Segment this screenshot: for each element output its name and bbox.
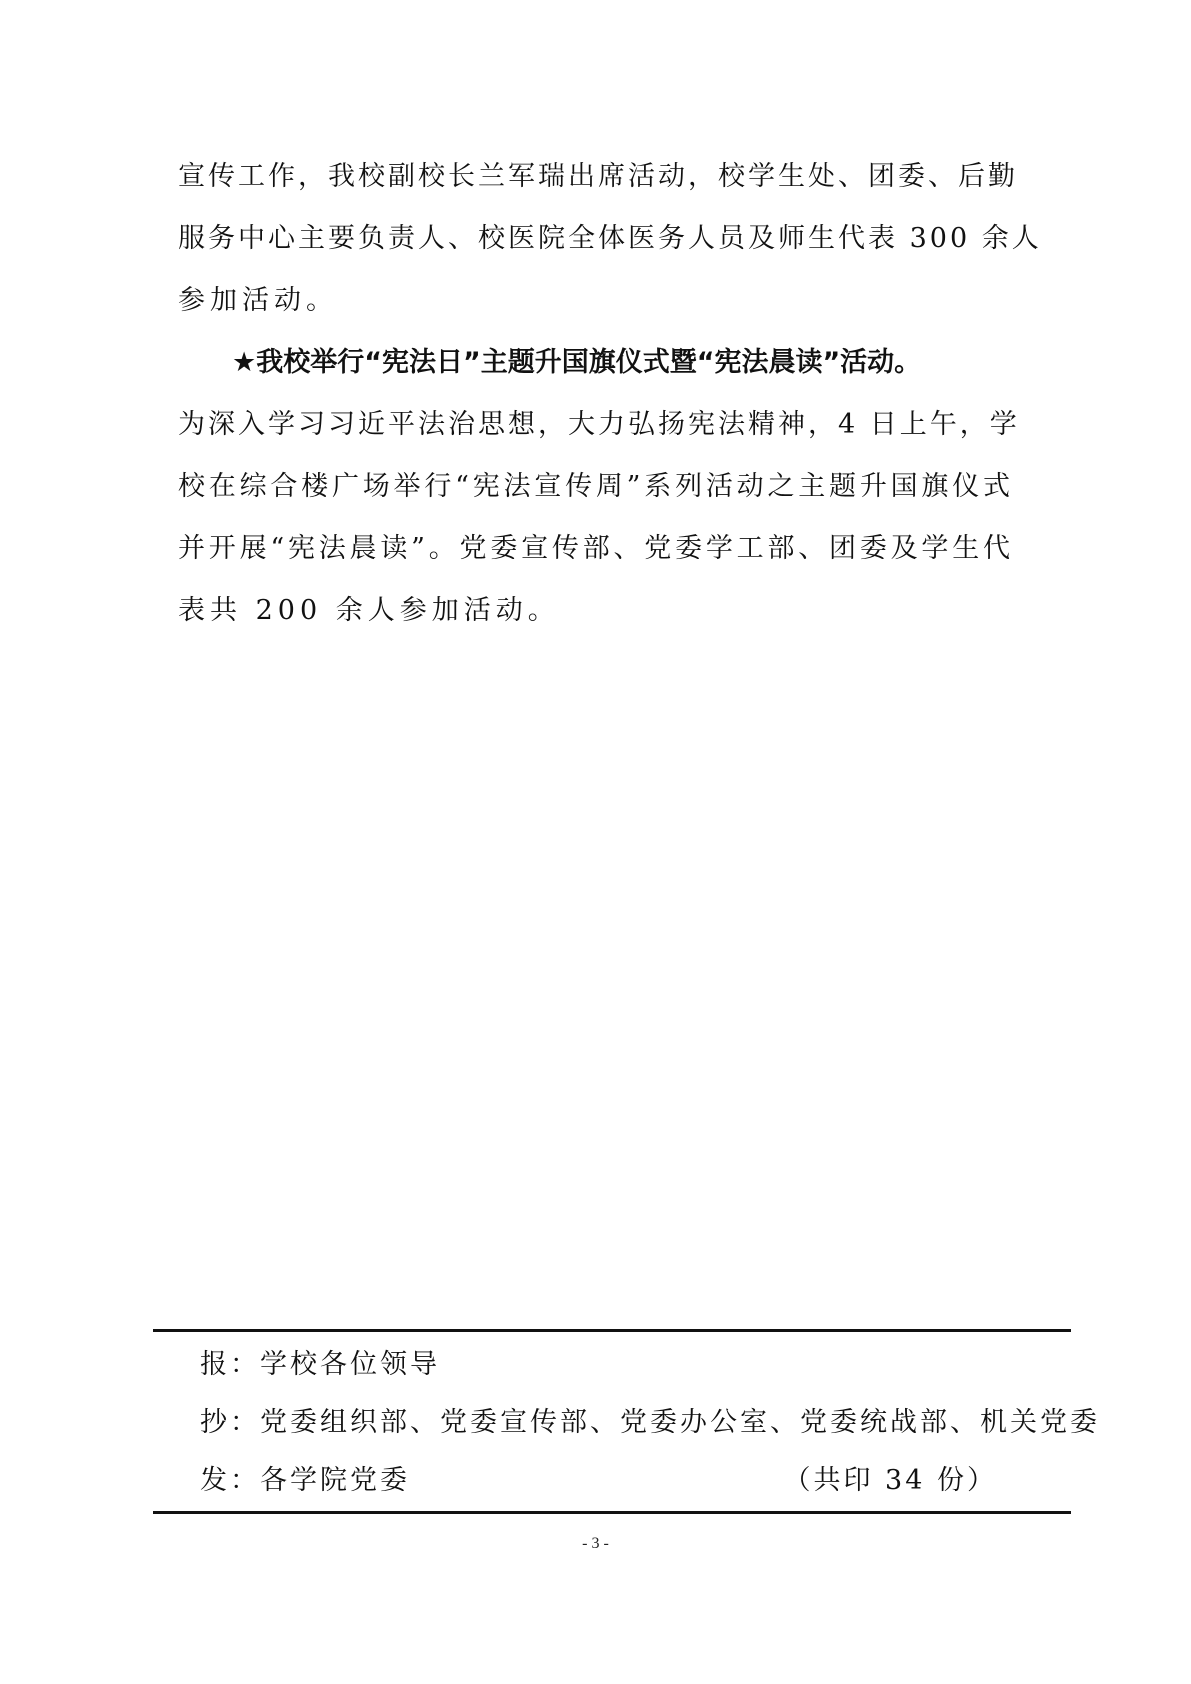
bottom-rule: [153, 1511, 1071, 1514]
print-count: （共印 34 份）: [783, 1465, 997, 1496]
body-line: 参加活动。: [178, 285, 338, 316]
news-item-heading: ★我校举行“宪法日”主题升国旗仪式暨“宪法晨读”活动。: [232, 347, 922, 378]
body-line: 并开展“宪法晨读”。党委宣传部、党委学工部、团委及学生代: [178, 533, 1013, 564]
body-line: 服务中心主要负责人、校医院全体医务人员及师生代表 300 余人: [178, 223, 1042, 254]
body-line: 表共 200 余人参加活动。: [178, 595, 560, 626]
top-rule: [153, 1329, 1071, 1332]
body-line: 为深入学习习近平法治思想，大力弘扬宪法精神，4 日上午，学: [178, 409, 1020, 440]
page-number: - 3 -: [582, 1535, 609, 1552]
body-line: 宣传工作，我校副校长兰军瑞出席活动，校学生处、团委、后勤: [178, 161, 1018, 192]
body-line: 校在综合楼广场举行“宪法宣传周”系列活动之主题升国旗仪式: [178, 471, 1013, 502]
report-to-line: 报：学校各位领导: [200, 1349, 440, 1380]
copy-to-line: 抄：党委组织部、党委宣传部、党委办公室、党委统战部、机关党委: [200, 1407, 1100, 1438]
send-to-line: 发：各学院党委: [200, 1465, 410, 1496]
